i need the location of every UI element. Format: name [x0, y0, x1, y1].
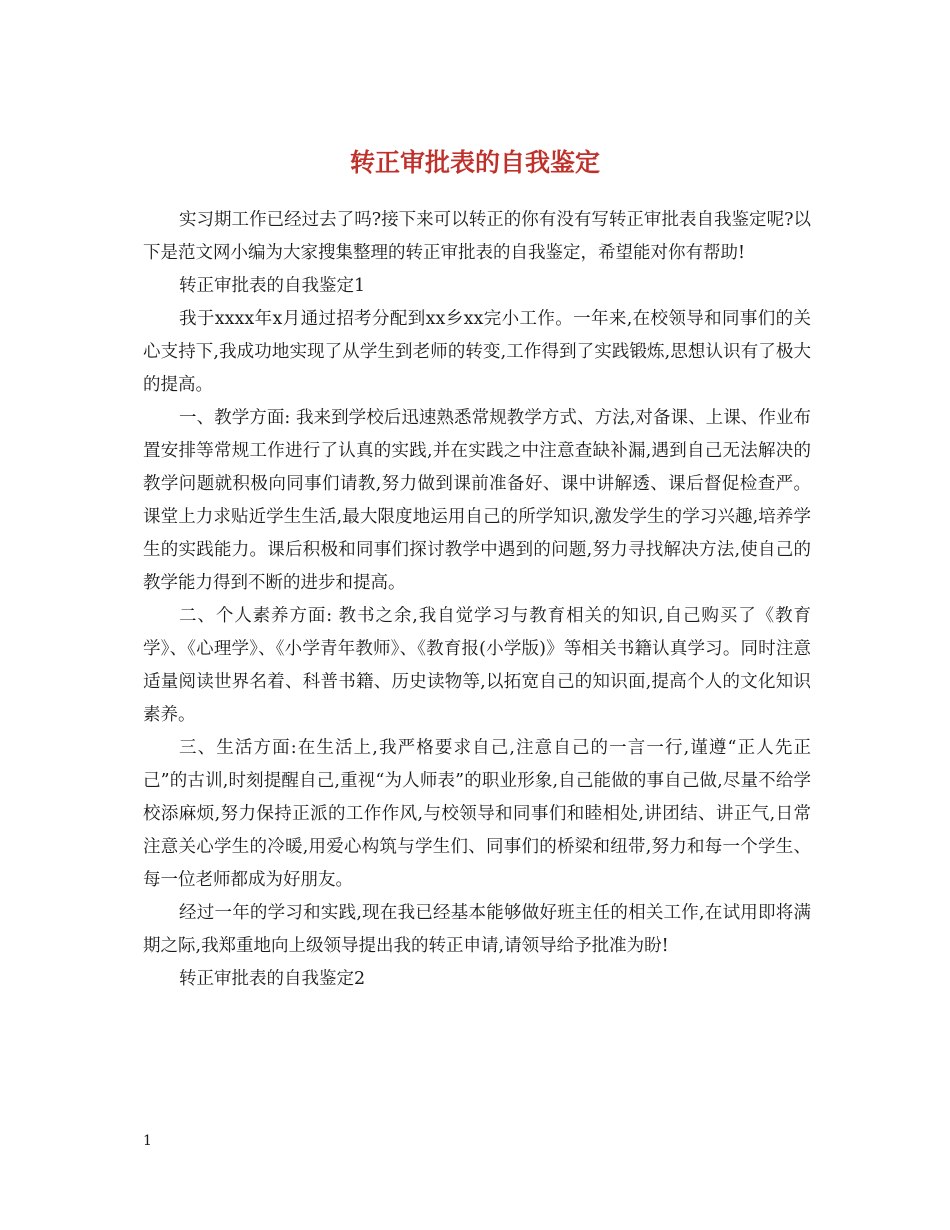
paragraph-personal-quality: 二、个人素养方面: 教书之余,我自觉学习与教育相关的知识,自己购买了《教育学》、《心理学》、《小学青年教师》、《教育报(小学版)》等相关书籍认真学习。同时注意适量阅读世界名着、科普书籍、历史读物等,以拓宽自己的知识面,提高个人的文化知识素养。 — [143, 606, 811, 725]
intro-paragraph: 实习期工作已经过去了吗?接下来可以转正的你有没有写转正审批表自我鉴定呢?以下是范文网小编为大家搜集整理的转正审批表的自我鉴定，希望能对你有帮助! — [143, 210, 811, 263]
section-heading-1: 转正审批表的自我鉴定1 — [179, 276, 366, 296]
page-number: 1 — [143, 1133, 152, 1149]
document-title: 转正审批表的自我鉴定 — [349, 147, 600, 177]
paragraph-opening: 我于xxxx年x月通过招考分配到xx乡xx完小工作。一年来,在校领导和同事们的关心支持下,我成功地实现了从学生到老师的转变,工作得到了实践锻炼,思想认识有了极大的提高。 — [143, 309, 811, 395]
section-heading-2: 转正审批表的自我鉴定2 — [179, 969, 366, 989]
paragraph-life: 三、生活方面:在生活上,我严格要求自己,注意自己的一言一行,谨遵“正人先正己”的古训,时刻提醒自己,重视“为人师表”的职业形象,自己能做的事自己做,尽量不给学校添麻烦,努力保持正派的工作作风,与校领导和同事们和睦相处,讲团结、讲正气,日常注意关心学生的冷暖,用爱心构筑与学生们、同事们的桥梁和纽带,努力和每一个学生、每一位老师都成为好朋友。 — [143, 738, 811, 890]
document-body — [143, 204, 811, 996]
paragraph-conclusion: 经过一年的学习和实践,现在我已经基本能够做好班主任的相关工作,在试用即将满期之际,我郑重地向上级领导提出我的转正申请,请领导给予批准为盼! — [143, 903, 811, 956]
paragraph-teaching: 一、教学方面: 我来到学校后迅速熟悉常规教学方式、方法,对备课、上课、作业布置安排等常规工作进行了认真的实践,并在实践之中注意查缺补漏,遇到自己无法解决的教学问题就积极向同事们请教,努力做到课前准备好、课中讲解透、课后督促检查严。课堂上力求贴近学生生活,最大限度地运用自己的所学知识,激发学生的学习兴趣,培养学生的实践能力。课后积极和同事们探讨教学中遇到的问题,努力寻找解决方法,使自己的教学能力得到不断的进步和提高。 — [143, 408, 811, 593]
